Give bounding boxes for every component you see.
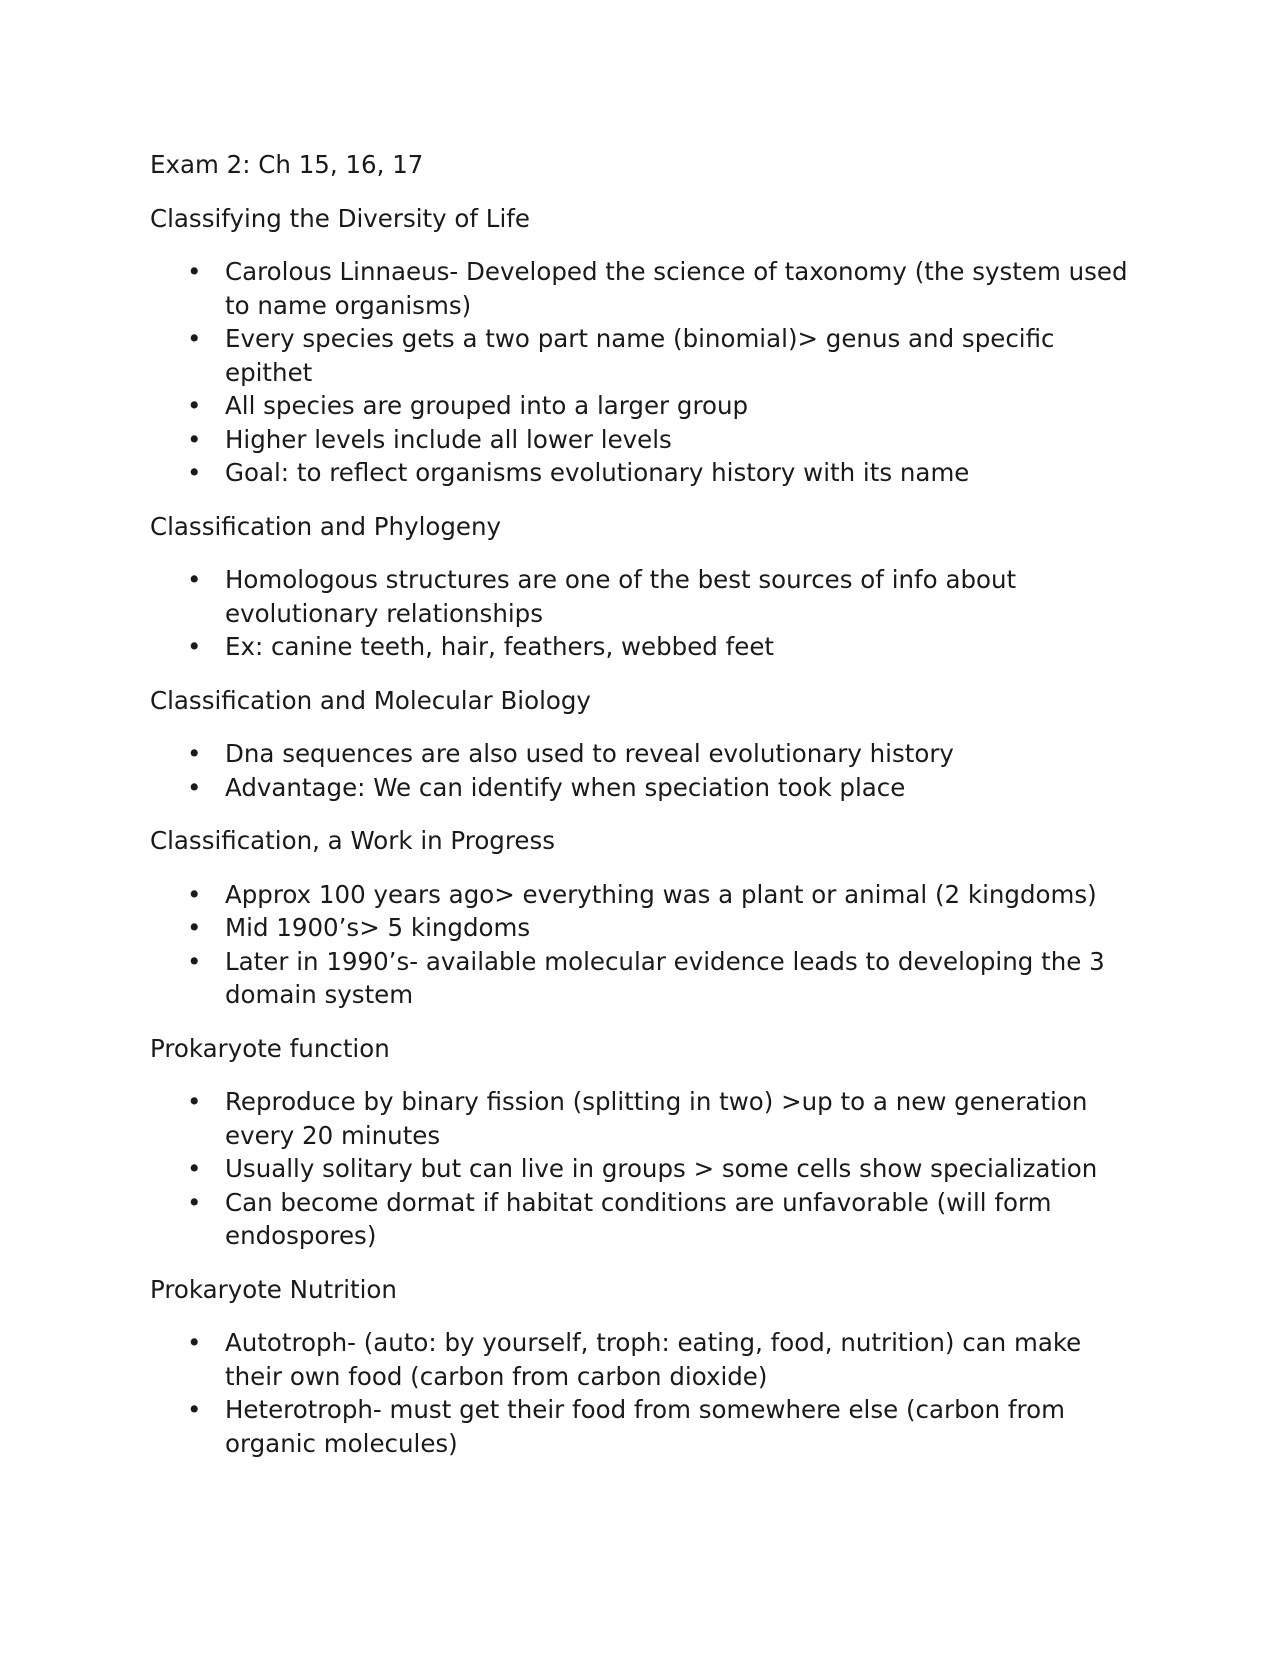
- bullet-text: Advantage: We can identify when speciation took place: [225, 772, 906, 802]
- bullet-list: [150, 563, 1130, 664]
- bullet-icon: •: [187, 1087, 202, 1116]
- bullet-item: [150, 878, 1130, 912]
- bullet-item: [150, 1326, 1130, 1393]
- bullet-list: [150, 1326, 1130, 1460]
- bullet-text: Later in 1990’s- available molecular evidence leads to developing the 3 domain system: [225, 946, 1105, 1009]
- bullet-text: Higher levels include all lower levels: [225, 424, 672, 454]
- bullet-text: Autotroph- (auto: by yourself, troph: eating, food, nutrition) can make their own food (carbon from carbon dioxide): [225, 1328, 1082, 1391]
- bullet-text: Reproduce by binary fission (splitting in two) >up to a new generation every 20 minutes: [225, 1087, 1088, 1150]
- bullet-item: [150, 1085, 1130, 1152]
- section-heading: Classification and Phylogeny: [150, 511, 502, 541]
- bullet-item: [150, 1186, 1130, 1253]
- bullet-text: Usually solitary but can live in groups > some cells show specialization: [225, 1154, 1098, 1183]
- bullet-icon: •: [187, 1328, 202, 1357]
- bullet-item: [150, 563, 1130, 630]
- bullet-list: [150, 255, 1130, 490]
- sections-container: [150, 202, 1130, 1461]
- bullet-list: [150, 1085, 1130, 1253]
- section-heading: Classifying the Diversity of Life: [150, 203, 530, 233]
- document-title: Exam 2: Ch 15, 16, 17: [150, 150, 424, 179]
- bullet-list: [150, 737, 1130, 804]
- section-heading: Classification and Molecular Biology: [150, 685, 591, 715]
- bullet-item: [150, 255, 1130, 322]
- bullet-text: Ex: canine teeth, hair, feathers, webbed feet: [225, 632, 775, 661]
- bullet-text: Can become dormat if habitat conditions are unfavorable (will form endospores): [225, 1187, 1052, 1250]
- bullet-icon: •: [187, 565, 202, 594]
- bullet-text: Dna sequences are also used to reveal evolutionary history: [225, 739, 954, 768]
- section-heading: Prokaryote Nutrition: [150, 1274, 397, 1304]
- bullet-icon: •: [187, 772, 202, 802]
- bullet-item: [150, 911, 1130, 945]
- bullet-text: Carolous Linnaeus- Developed the science of taxonomy (the system used to name organisms): [225, 257, 1128, 320]
- bullet-item: [150, 630, 1130, 664]
- bullet-item: [150, 1152, 1130, 1186]
- bullet-icon: •: [187, 458, 202, 487]
- bullet-icon: •: [187, 739, 202, 768]
- bullet-icon: •: [187, 632, 202, 661]
- bullet-item: [150, 389, 1130, 423]
- bullet-icon: •: [187, 1154, 202, 1183]
- bullet-icon: •: [187, 946, 202, 976]
- bullet-text: Goal: to reflect organisms evolutionary history with its name: [225, 458, 970, 487]
- bullet-item: [150, 1393, 1130, 1460]
- bullet-text: Mid 1900’s> 5 kingdoms: [225, 913, 531, 942]
- bullet-icon: •: [187, 1395, 202, 1424]
- bullet-item: [150, 771, 1130, 805]
- bullet-text: Homologous structures are one of the best sources of info about evolutionary relationships: [225, 565, 1017, 628]
- bullet-item: [150, 737, 1130, 771]
- document-body: [150, 148, 1130, 1480]
- bullet-icon: •: [187, 324, 202, 353]
- bullet-icon: •: [187, 1187, 202, 1217]
- bullet-item: [150, 322, 1130, 389]
- bullet-item: [150, 945, 1130, 1012]
- bullet-text: All species are grouped into a larger group: [225, 391, 749, 420]
- bullet-icon: •: [187, 391, 202, 420]
- section-heading: Classification, a Work in Progress: [150, 826, 555, 855]
- bullet-list: [150, 878, 1130, 1012]
- bullet-icon: •: [187, 913, 202, 942]
- section-heading: Prokaryote function: [150, 1033, 390, 1063]
- bullet-text: Heterotroph- must get their food from somewhere else (carbon from organic molecules): [225, 1395, 1065, 1458]
- bullet-icon: •: [187, 879, 202, 909]
- bullet-item: [150, 423, 1130, 457]
- bullet-item: [150, 456, 1130, 490]
- bullet-text: Approx 100 years ago> everything was a plant or animal (2 kingdoms): [225, 879, 1097, 909]
- bullet-icon: •: [187, 424, 202, 454]
- bullet-icon: •: [187, 257, 202, 286]
- bullet-text: Every species gets a two part name (binomial)> genus and specific epithet: [225, 324, 1055, 387]
